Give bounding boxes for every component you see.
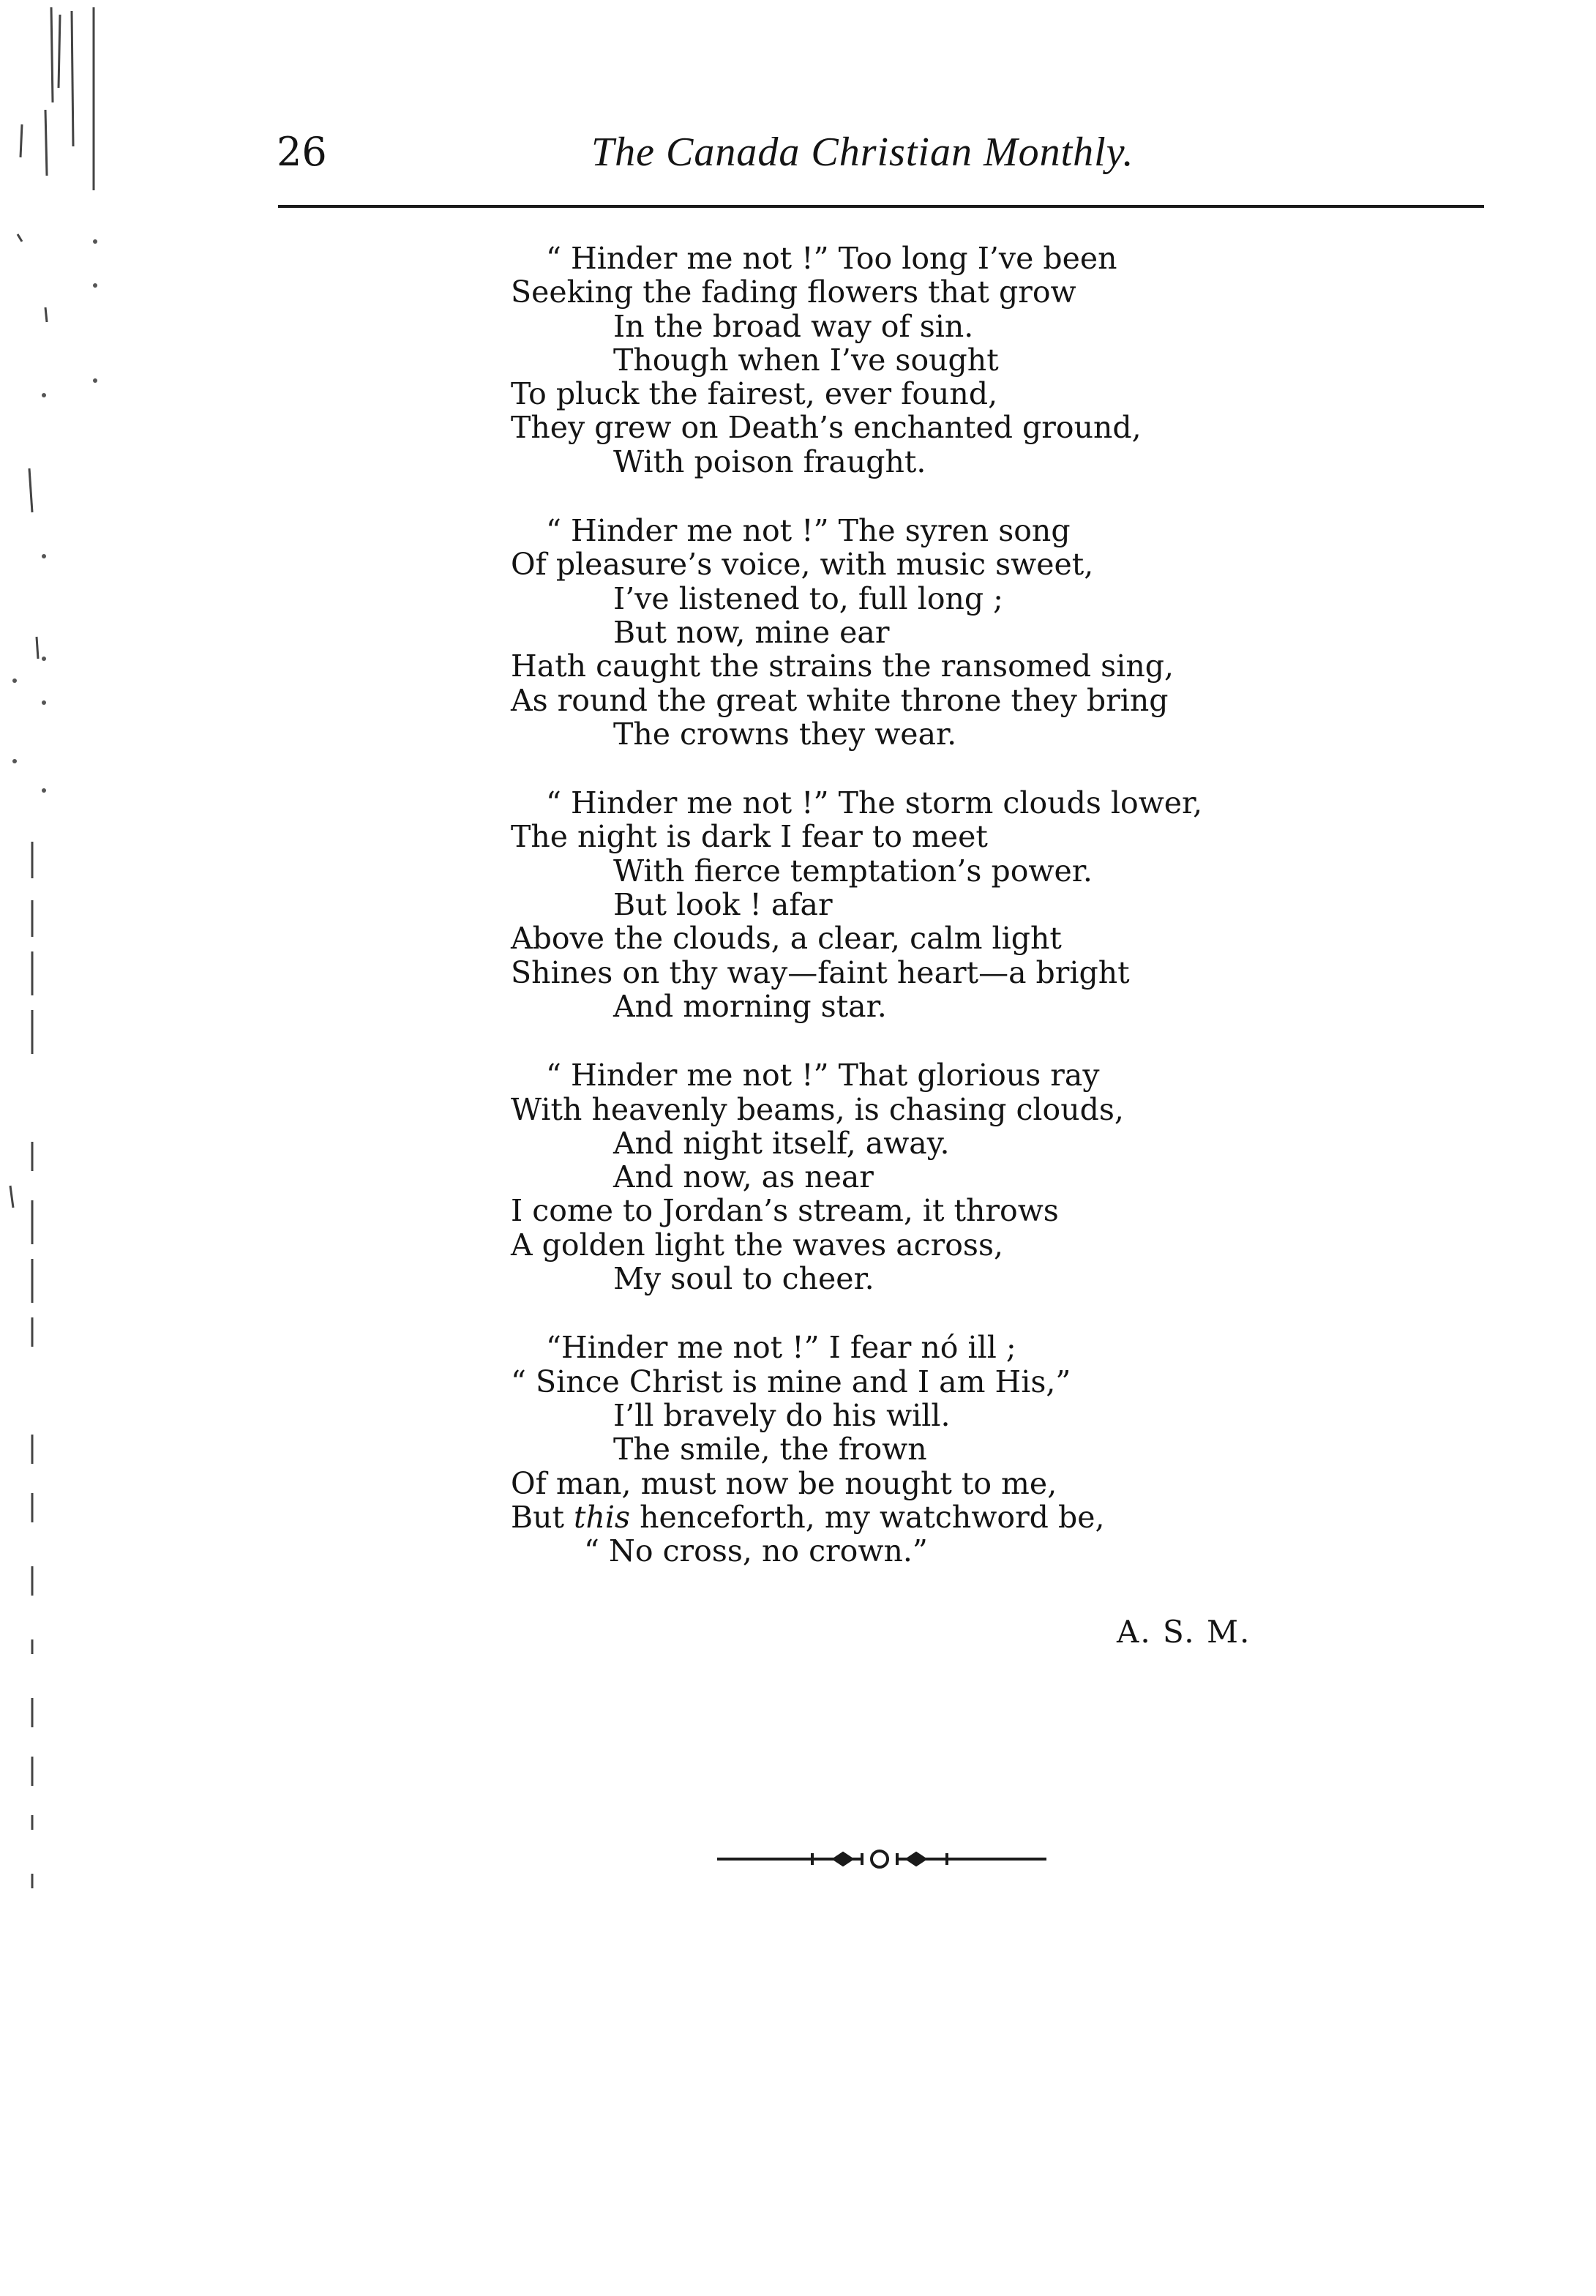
poem-line: And night itself, away. [613,1125,950,1161]
poem-line: I’ve listened to, full long ; [613,580,1003,616]
poem-line: To pluck the fairest, ever found, [511,376,998,412]
poem-line: Of man, must now be nought to me, [511,1465,1057,1501]
poem-line: My soul to cheer. [613,1261,874,1297]
stanza-5 [511,1331,1462,1568]
running-title: The Canada Christian Monthly. [591,130,1134,175]
poem-line: They grew on Death’s enchanted ground, [511,410,1142,446]
page-number: 26 [277,129,327,175]
poem-line: “ Hinder me not !” The syren song [546,513,1071,549]
poem-line: “ Hinder me not !” That glorious ray [546,1058,1100,1093]
ornament-divider [717,1844,1046,1874]
poem-line: Of pleasure’s voice, with music sweet, [511,547,1094,583]
poem-line: With poison fraught. [613,444,926,479]
author-signature: A. S. M. [1117,1614,1251,1650]
poem-line: Hath caught the strains the ransomed sing, [511,648,1174,684]
poem-line: “ Hinder me not !” The storm clouds lower, [546,785,1203,821]
poem-line: With heavenly beams, is chasing clouds, [511,1091,1124,1127]
emphasis-word: this [574,1499,631,1535]
stanza-2 [511,514,1462,751]
poem [511,242,1462,1603]
poem-line: A golden light the waves across, [511,1227,1004,1263]
poem-line: Though when I’ve sought [613,342,999,378]
poem-line: In the broad way of sin. [613,308,974,344]
poem-line [511,1500,1462,1534]
poem-line: But look ! afar [613,887,833,923]
poem-line: “ Since Christ is mine and I am His,” [511,1364,1071,1399]
scan-margin-marks [0,0,117,1976]
page-header [277,123,1484,182]
stanza-1 [511,242,1462,479]
line-start: But [511,1499,574,1535]
poem-line: Shines on thy way—faint heart—a bright [511,954,1130,990]
poem-line: Seeking the fading flowers that grow [511,274,1076,310]
stanza-3 [511,786,1462,1023]
poem-line: I’ll bravely do his will. [613,1397,951,1433]
poem-line: But now, mine ear [613,614,890,650]
stanza-4 [511,1058,1462,1295]
poem-line: And now, as near [613,1159,874,1195]
poem-line: And morning star. [613,988,887,1024]
poem-line: Above the clouds, a clear, calm light [511,921,1062,957]
poem-line: The crowns they wear. [613,716,957,752]
poem-line: I come to Jordan’s stream, it throws [511,1193,1059,1229]
line-rest: henceforth, my watchword be, [630,1499,1105,1535]
poem-line: “ Hinder me not !” Too long I’ve been [546,241,1117,276]
poem-line: “Hinder me not !” I fear nó ill ; [546,1330,1016,1366]
poem-line: The night is dark I fear to meet [511,819,988,855]
poem-line: With fierce temptation’s power. [613,853,1093,889]
header-rule [278,205,1484,208]
poem-line: “ No cross, no crown.” [584,1533,928,1569]
poem-line: The smile, the frown [613,1432,927,1467]
poem-line: As round the great white throne they bring [511,682,1169,718]
